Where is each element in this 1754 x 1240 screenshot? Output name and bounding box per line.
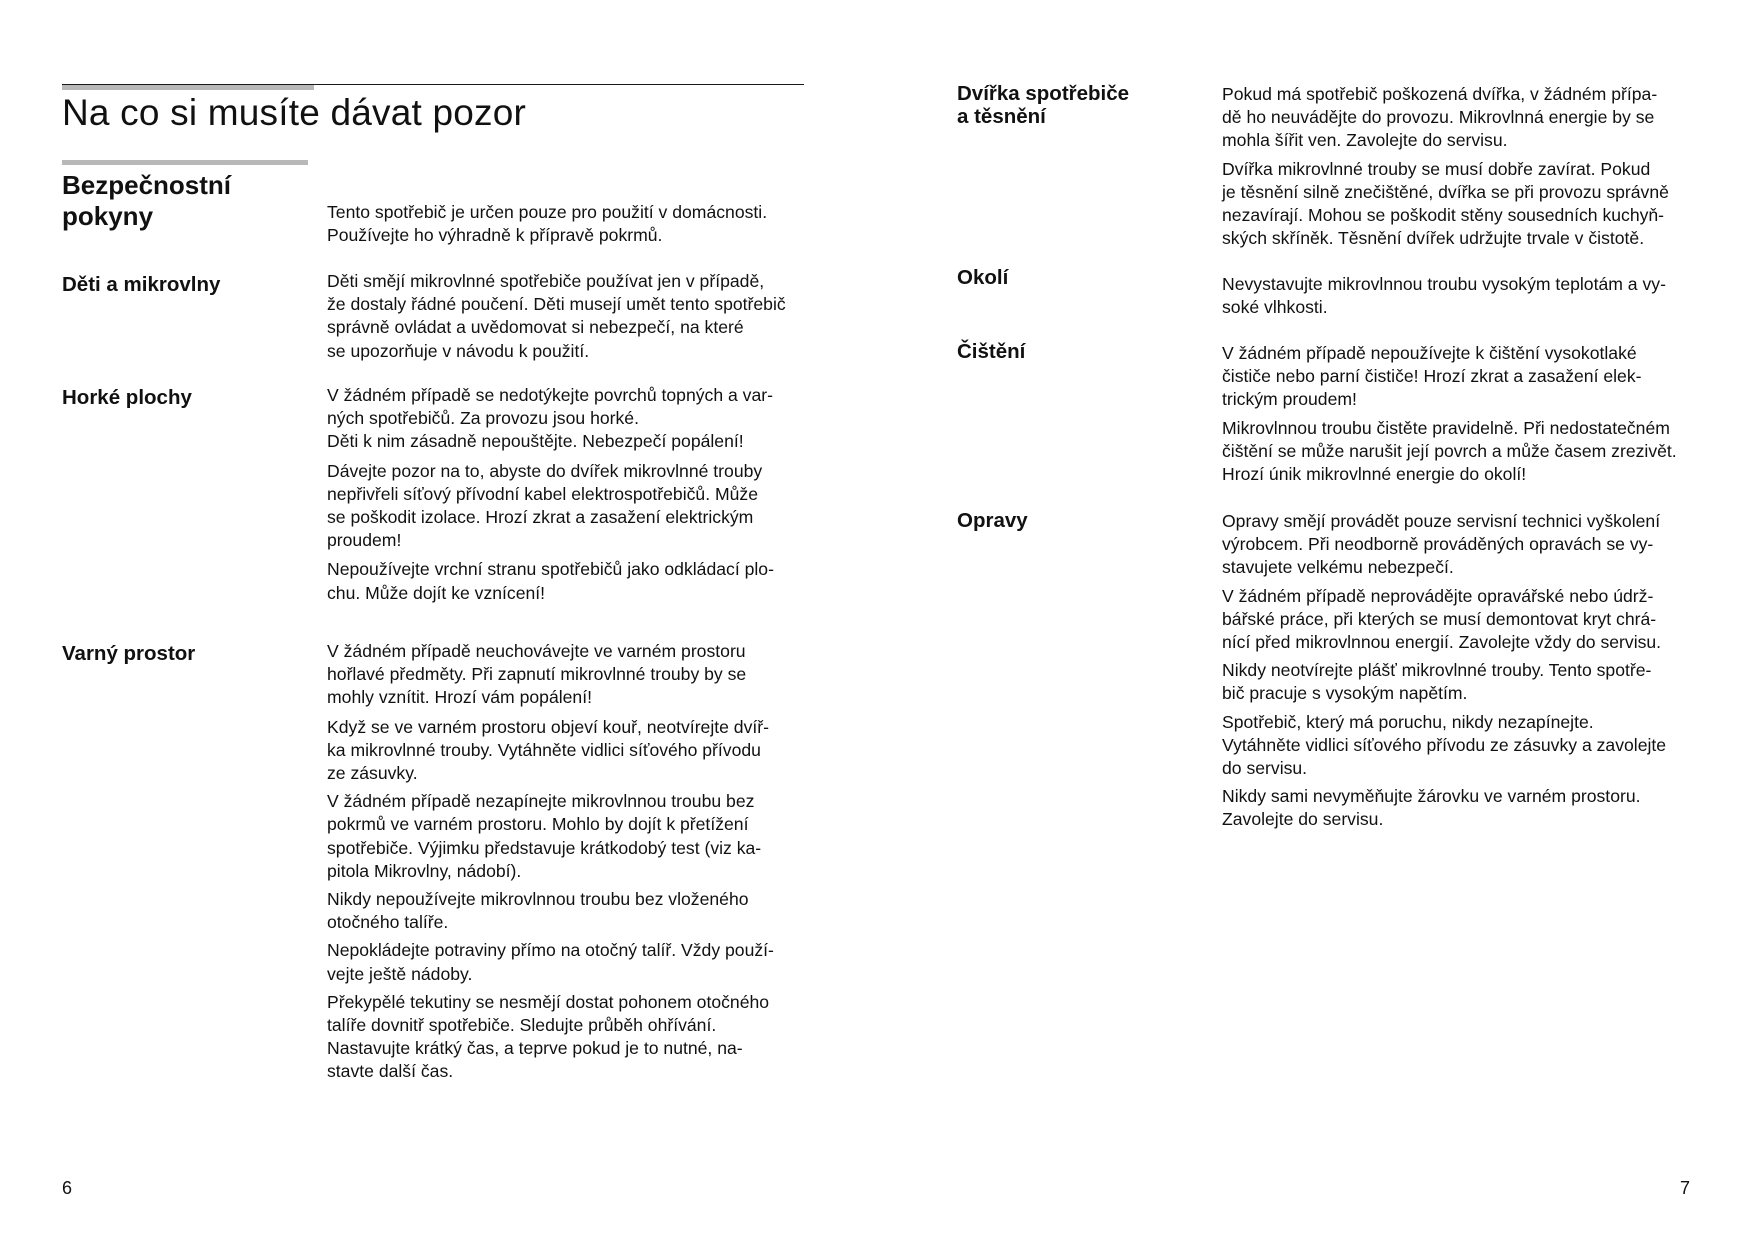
paragraph: Dávejte pozor na to, abyste do dvířek mikrovlnné trouby nepřivřeli síťový přívodní kabel elektrospotřebičů. Může se poškodit izolace. Hrozí zkrat a zasažení elektrickým proudem! [327, 460, 763, 551]
paragraph: Děti smějí mikrovlnné spotřebiče používat jen v případě, že dostaly řádné poučení. Děti musejí umět tento spotřebič správně ovládat a uvědomovat si nebezpečí, na které se upozorňuje v návodu k použití. [327, 271, 786, 361]
paragraph: Nepokládejte potraviny přímo na otočný talíř. Vždy použí- vejte ještě nádoby. [327, 940, 774, 984]
title-accent-bar [62, 85, 314, 90]
cleaning-text [1222, 342, 1677, 491]
section-accent-bar [62, 160, 308, 165]
cavity-label: Varný prostor [62, 642, 196, 665]
paragraph: Překypělé tekutiny se nesmějí dostat pohonem otočného talíře dovnitř spotřebiče. Sledujte průběh ohřívání. Nastavujte krátký čas, a teprve pokud je to nutné, na- stavte další čas. [327, 991, 770, 1082]
door-text [1222, 83, 1669, 255]
page-title: Na co si musíte dávat pozor [62, 92, 526, 133]
paragraph: Dvířka mikrovlnné trouby se musí dobře zavírat. Pokud je těsnění silně znečištěné, dvířka se při provozu správně nezavírají. Mohou se poškodit stěny sousedních kuchyň- ských skříněk. Těsnění dvířek udržujte trvale v čistotě. [1222, 158, 1669, 249]
repairs-label: Opravy [957, 509, 1028, 532]
paragraph: V žádném případě neprovádějte opravářské nebo údrž- bářské práce, při kterých se musí demontovat kryt chrá- nící před mikrovlnnou energií. Zavolejte vždy do servisu. [1222, 585, 1662, 653]
cavity-text [327, 640, 774, 1089]
paragraph: Spotřebič, který má poruchu, nikdy nezapínejte. Vytáhněte vidlici síťového přívodu ze zásuvky a zavolejte do servisu. [1222, 711, 1667, 779]
page-number-right: 7 [1680, 1178, 1691, 1198]
paragraph: Nepoužívejte vrchní stranu spotřebičů jako odkládací plo- chu. Může dojít ke vznícení! [327, 559, 774, 603]
paragraph: Nikdy nepoužívejte mikrovlnnou troubu bez vloženého otočného talíře. [327, 889, 749, 933]
paragraph: V žádném případě neuchovávejte ve varném prostoru hořlavé předměty. Při zapnutí mikrovlnné trouby by se mohly vznítit. Hrozí vám popálení! [327, 641, 747, 708]
cleaning-label: Čištění [957, 340, 1026, 363]
paragraph: V žádném případě se nedotýkejte povrchů topných a var- ných spotřebičů. Za provozu jsou horké. Děti k nim zásadně nepouštějte. Nebezpečí popálení! [327, 385, 773, 452]
paragraph: Nevystavujte mikrovlnnou troubu vysokým teplotám a vy- soké vlhkosti. [1222, 274, 1666, 318]
environment-text [1222, 273, 1666, 324]
hot-surfaces-label: Horké plochy [62, 386, 192, 409]
paragraph: Když se ve varném prostoru objeví kouř, neotvírejte dvíř- ka mikrovlnné trouby. Vytáhněte vidlici síťového přívodu ze zásuvky. [327, 716, 769, 784]
paragraph: Nikdy sami nevyměňujte žárovku ve varném prostoru. Zavolejte do servisu. [1222, 786, 1641, 830]
paragraph: Mikrovlnnou troubu čistěte pravidelně. Při nedostatečném čištění se může narušit její povrch a může časem zrezivět. Hrozí únik mikrovlnné energie do okolí! [1222, 417, 1677, 485]
environment-label: Okolí [957, 266, 1009, 289]
paragraph: Tento spotřebič je určen pouze pro použití v domácnosti. Používejte ho výhradně k přípravě pokrmů. [327, 202, 768, 246]
page-number-left: 6 [62, 1178, 73, 1198]
door-label: Dvířka spotřebiče a těsnění [957, 82, 1130, 128]
paragraph: V žádném případě nezapínejte mikrovlnnou troubu bez pokrmů ve varném prostoru. Mohlo by dojít k přetížení spotřebiče. Výjimku představuje krátkodobý test (viz ka- pitola Mikrovlny, nádobí). [327, 791, 762, 881]
paragraph: Opravy smějí provádět pouze servisní technici vyškolení výrobcem. Při neodborně prováděných opravách se vy- stavujete velkému nebezpečí. [1222, 511, 1661, 578]
children-text [327, 270, 786, 368]
repairs-text [1222, 510, 1666, 837]
safety-text [327, 201, 767, 252]
paragraph: Pokud má spotřebič poškozená dvířka, v žádném přípa- dě ho neuvádějte do provozu. Mikrovlnná energie by se mohla šířit ven. Zavolejte do servisu. [1222, 84, 1658, 151]
paragraph: Nikdy neotvírejte plášť mikrovlnné trouby. Tento spotře- bič pracuje s vysokým napětím. [1222, 660, 1652, 704]
title-rule [62, 84, 804, 85]
paragraph: V žádném případě nepoužívejte k čištění vysokotlaké čističe nebo parní čističe! Hrozí zkrat a zasažení elek- trickým proudem! [1222, 343, 1642, 410]
safety-heading: Bezpečnostní pokyny [62, 170, 232, 231]
children-label: Děti a mikrovlny [62, 273, 221, 296]
hot-surfaces-text [327, 384, 774, 610]
